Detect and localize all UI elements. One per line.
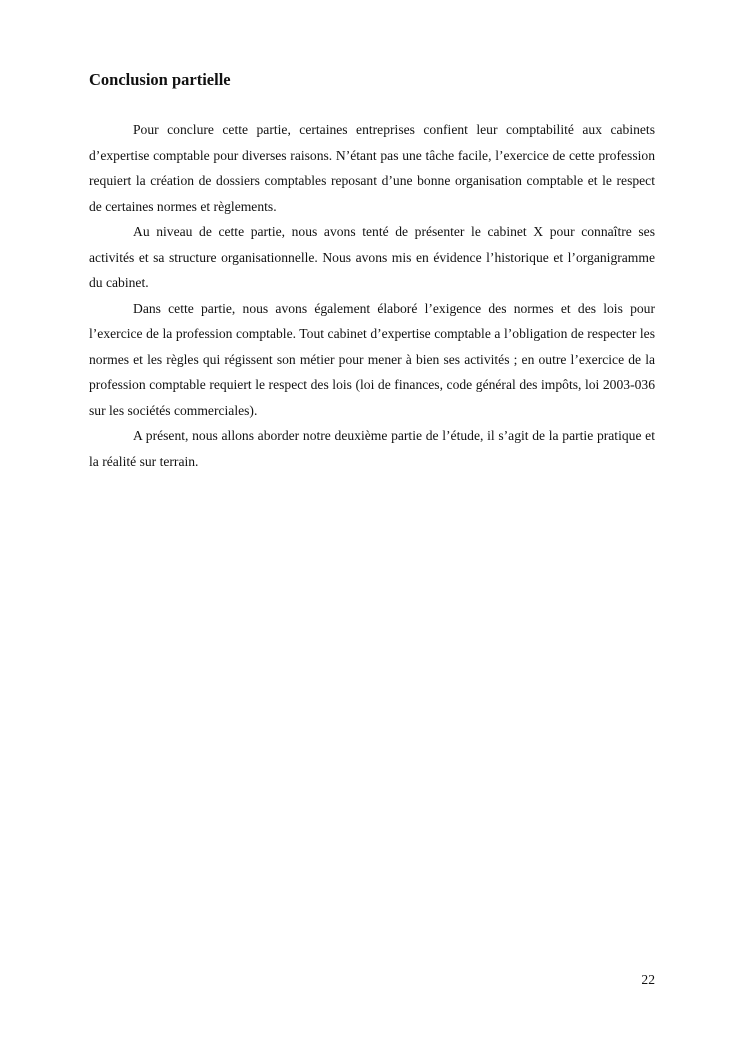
paragraph-4: A présent, nous allons aborder notre deuxième partie de l’étude, il s’agit de la partie pratique et la réalité sur terrain. — [89, 428, 655, 469]
section-heading: Conclusion partielle — [89, 70, 231, 89]
page-number: 22 — [641, 972, 655, 987]
paragraph-1: Pour conclure cette partie, certaines entreprises confient leur comptabilité aux cabinets d’expertise comptable pour diverses raisons. N’étant pas une tâche facile, l’exercice de cette profession requiert la création de dossiers comptables reposant d’une bonne organisation comptable et le respect de certaines normes et règlements. — [89, 122, 655, 214]
paragraph-2: Au niveau de cette partie, nous avons tenté de présenter le cabinet X pour connaître ses activités et sa structure organisationnelle. Nous avons mis en évidence l’historique et l’organigramme du cabinet. — [89, 224, 655, 290]
body-text — [89, 117, 655, 474]
paragraph-3: Dans cette partie, nous avons également élaboré l’exigence des normes et des lois pour l’exercice de la profession comptable. Tout cabinet d’expertise comptable a l’obligation de respecter les normes et les règles qui régissent son métier pour mener à bien ses activités ; en outre l’exercice de la profession comptable requiert le respect des lois (loi de finances, code général des impôts, loi 2003-036 sur les sociétés commerciales). — [89, 300, 655, 418]
